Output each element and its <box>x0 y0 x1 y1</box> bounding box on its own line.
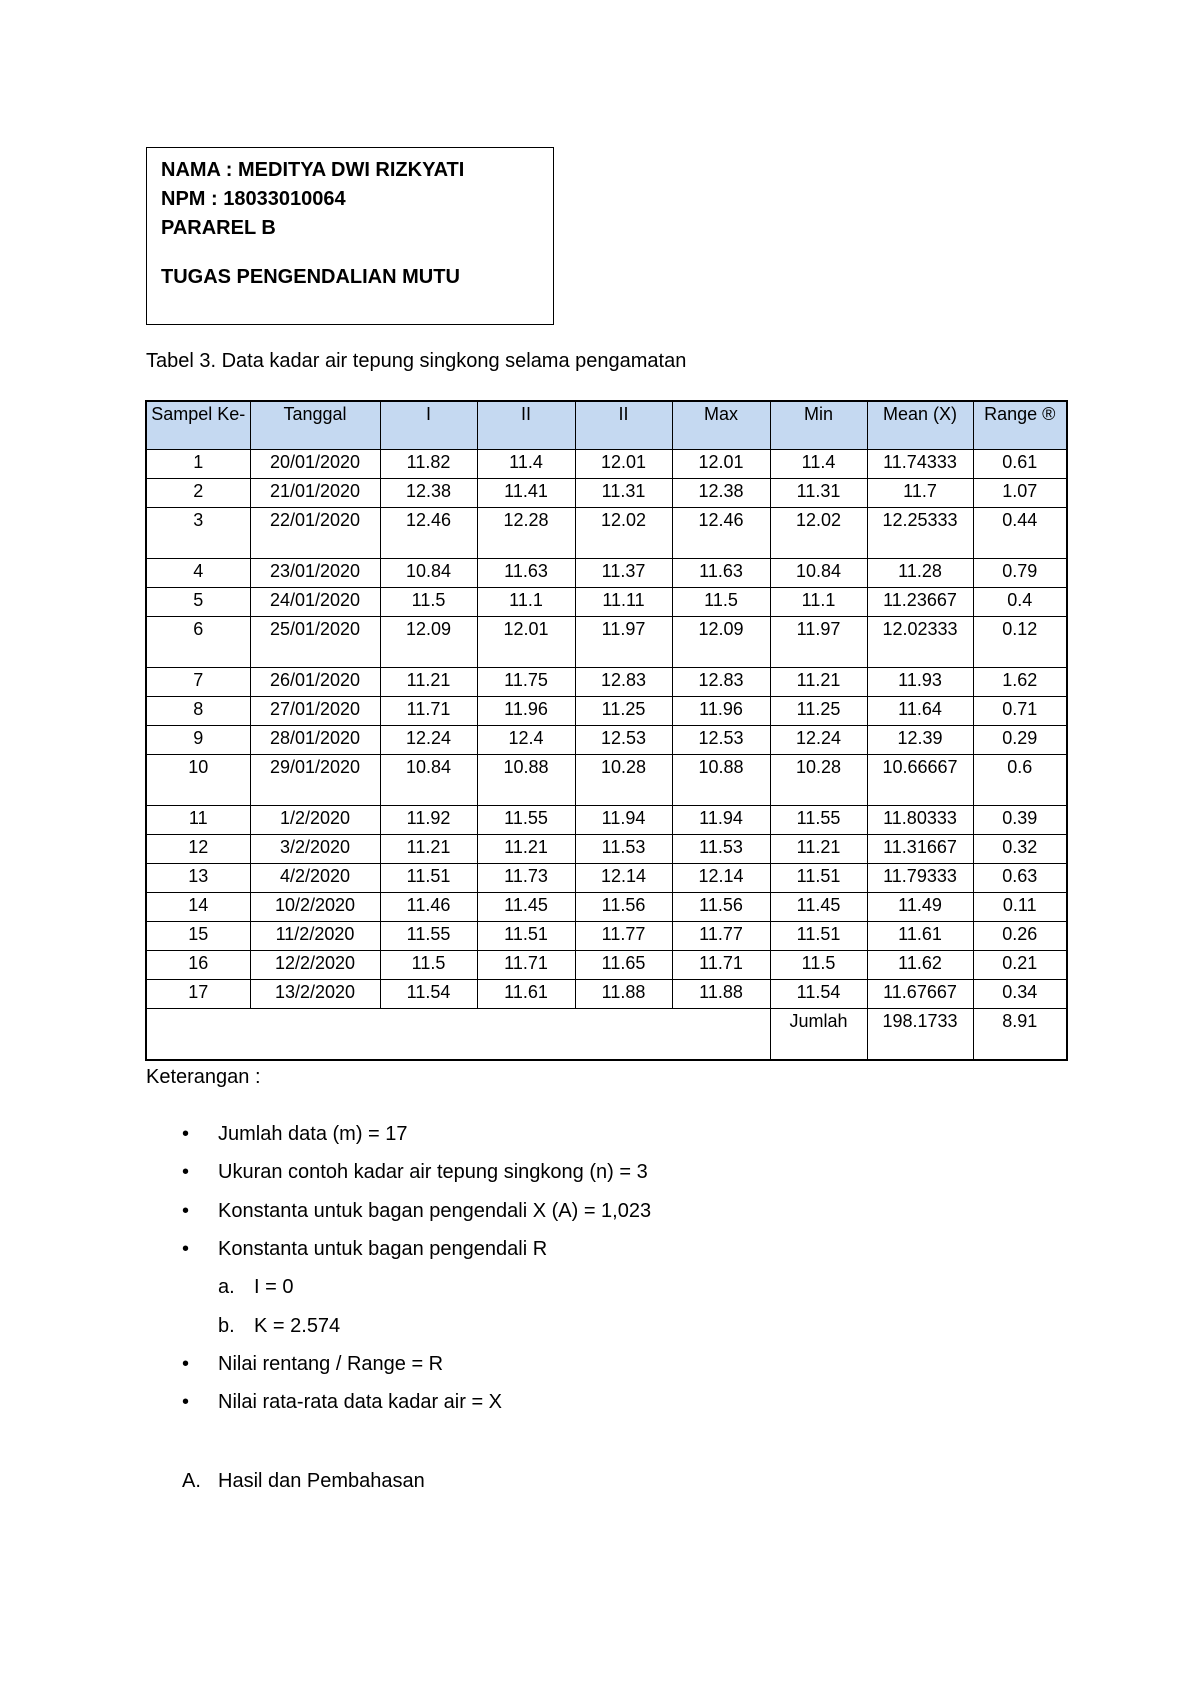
table-cell: 0.26 <box>973 922 1067 951</box>
table-cell: 11.31 <box>770 479 867 508</box>
table-cell: 3 <box>146 508 250 559</box>
table-row <box>146 697 1067 726</box>
note-text: Konstanta untuk bagan pengendali X (A) = 1,023 <box>218 1200 652 1222</box>
table-cell: 12.25333 <box>867 508 973 559</box>
table-cell: 8 <box>146 697 250 726</box>
table-cell: 12.02 <box>575 508 672 559</box>
header-range: Range ® <box>973 401 1067 450</box>
table-cell: 0.63 <box>973 864 1067 893</box>
table-cell: 22/01/2020 <box>250 508 380 559</box>
table-cell: 13/2/2020 <box>250 980 380 1009</box>
table-cell: 11.75 <box>477 668 575 697</box>
table-cell: 11.88 <box>672 980 770 1009</box>
table-cell: 11.73 <box>477 864 575 893</box>
table-cell: 3/2/2020 <box>250 835 380 864</box>
table-cell: 11.71 <box>380 697 477 726</box>
notes-title: Keterangan : <box>146 1066 261 1088</box>
table-cell: 11.51 <box>770 922 867 951</box>
table-cell: 11.31667 <box>867 835 973 864</box>
table-cell: 12.46 <box>672 508 770 559</box>
table-cell: 0.21 <box>973 951 1067 980</box>
table-cell: 27/01/2020 <box>250 697 380 726</box>
table-cell: 1 <box>146 450 250 479</box>
assignment-title: TUGAS PENGENDALIAN MUTU <box>161 266 460 288</box>
table-cell: 11.23667 <box>867 588 973 617</box>
table-cell: 11.45 <box>770 893 867 922</box>
sub-item-marker: b. <box>218 1315 235 1337</box>
table-cell: 12.09 <box>672 617 770 668</box>
note-text: Jumlah data (m) = 17 <box>218 1123 408 1145</box>
table-cell: 11.71 <box>477 951 575 980</box>
table-cell: 10 <box>146 755 250 806</box>
student-name: NAMA : MEDITYA DWI RIZKYATI <box>161 159 465 181</box>
table-cell: 11.79333 <box>867 864 973 893</box>
table-row <box>146 922 1067 951</box>
note-item <box>182 1238 547 1261</box>
table-cell: 12.28 <box>477 508 575 559</box>
table-cell: 10/2/2020 <box>250 893 380 922</box>
bullet-icon: • <box>182 1391 190 1413</box>
table-cell: 12.24 <box>770 726 867 755</box>
note-item <box>182 1123 408 1146</box>
table-cell: 12.83 <box>672 668 770 697</box>
table-cell: 10.88 <box>672 755 770 806</box>
class-parallel: PARAREL B <box>161 217 276 239</box>
table-cell: 11.92 <box>380 806 477 835</box>
table-cell: 11.96 <box>672 697 770 726</box>
table-cell: 26/01/2020 <box>250 668 380 697</box>
table-cell: 11.21 <box>770 835 867 864</box>
table-cell: 29/01/2020 <box>250 755 380 806</box>
table-row <box>146 835 1067 864</box>
section-marker: A. <box>182 1470 201 1492</box>
note-text: Nilai rentang / Range = R <box>218 1353 444 1375</box>
sub-item-text: K = 2.574 <box>254 1315 341 1337</box>
table-cell: 0.39 <box>973 806 1067 835</box>
table-cell: 11.7 <box>867 479 973 508</box>
note-item <box>182 1200 651 1223</box>
bullet-icon: • <box>182 1353 190 1375</box>
table-cell: 6 <box>146 617 250 668</box>
table-cell: 11.63 <box>672 559 770 588</box>
table-row <box>146 893 1067 922</box>
table-cell: 0.4 <box>973 588 1067 617</box>
table-cell: 11.77 <box>575 922 672 951</box>
table-cell: 0.12 <box>973 617 1067 668</box>
table-cell: 10.84 <box>380 559 477 588</box>
student-npm: NPM : 18033010064 <box>161 188 346 210</box>
total-range: 8.91 <box>973 1009 1067 1061</box>
table-cell: 12.02333 <box>867 617 973 668</box>
table-row <box>146 450 1067 479</box>
table-cell: 0.79 <box>973 559 1067 588</box>
table-row <box>146 951 1067 980</box>
table-cell: 11.55 <box>770 806 867 835</box>
table-cell: 11.62 <box>867 951 973 980</box>
header-mean: Mean (X) <box>867 401 973 450</box>
table-cell: 10.28 <box>575 755 672 806</box>
table-cell: 11/2/2020 <box>250 922 380 951</box>
table-cell: 11.61 <box>477 980 575 1009</box>
table-cell: 11.11 <box>575 588 672 617</box>
table-cell: 12.01 <box>477 617 575 668</box>
table-cell: 11.37 <box>575 559 672 588</box>
table-cell: 11.97 <box>575 617 672 668</box>
table-row <box>146 806 1067 835</box>
table-cell: 12.38 <box>672 479 770 508</box>
table-cell: 12.09 <box>380 617 477 668</box>
table-cell: 11.21 <box>477 835 575 864</box>
table-caption: Tabel 3. Data kadar air tepung singkong selama pengamatan <box>146 350 687 372</box>
table-cell: 11.74333 <box>867 450 973 479</box>
table-cell: 11.65 <box>575 951 672 980</box>
table-cell: 21/01/2020 <box>250 479 380 508</box>
table-cell: 11.56 <box>672 893 770 922</box>
table-cell: 11.4 <box>770 450 867 479</box>
table-cell: 11.46 <box>380 893 477 922</box>
table-cell: 25/01/2020 <box>250 617 380 668</box>
table-cell: 12.01 <box>672 450 770 479</box>
table-cell: 0.6 <box>973 755 1067 806</box>
table-cell: 11.1 <box>477 588 575 617</box>
table-row <box>146 479 1067 508</box>
table-cell: 12/2/2020 <box>250 951 380 980</box>
section-heading <box>182 1470 425 1493</box>
table-cell: 1/2/2020 <box>250 806 380 835</box>
table-cell: 20/01/2020 <box>250 450 380 479</box>
table-cell: 11.53 <box>575 835 672 864</box>
total-mean: 198.1733 <box>867 1009 973 1061</box>
table-cell: 12.24 <box>380 726 477 755</box>
sub-item-marker: a. <box>218 1276 235 1298</box>
table-row <box>146 755 1067 806</box>
table-cell: 11.93 <box>867 668 973 697</box>
table-cell: 11.21 <box>770 668 867 697</box>
table-cell: 1.07 <box>973 479 1067 508</box>
table-cell: 24/01/2020 <box>250 588 380 617</box>
table-cell: 11.5 <box>672 588 770 617</box>
table-cell: 12.02 <box>770 508 867 559</box>
table-cell: 11.94 <box>672 806 770 835</box>
table-cell: 11.96 <box>477 697 575 726</box>
table-cell: 12.39 <box>867 726 973 755</box>
table-cell: 23/01/2020 <box>250 559 380 588</box>
table-cell: 11.80333 <box>867 806 973 835</box>
table-cell: 11.53 <box>672 835 770 864</box>
table-cell: 11.94 <box>575 806 672 835</box>
table-cell: 12.14 <box>672 864 770 893</box>
moisture-data-table <box>145 400 1068 1061</box>
table-cell: 11.5 <box>380 951 477 980</box>
table-cell: 11.67667 <box>867 980 973 1009</box>
note-item <box>182 1161 648 1184</box>
table-cell: 12.46 <box>380 508 477 559</box>
note-sub-item <box>218 1315 340 1338</box>
table-cell: 11.5 <box>770 951 867 980</box>
table-row <box>146 668 1067 697</box>
student-info-box <box>146 147 554 325</box>
table-cell: 0.71 <box>973 697 1067 726</box>
table-cell: 10.66667 <box>867 755 973 806</box>
table-cell: 17 <box>146 980 250 1009</box>
header-rep-1: I <box>380 401 477 450</box>
note-text: Nilai rata-rata data kadar air = X <box>218 1391 503 1413</box>
bullet-icon: • <box>182 1238 190 1260</box>
table-cell: 11 <box>146 806 250 835</box>
header-date: Tanggal <box>250 401 380 450</box>
table-cell: 9 <box>146 726 250 755</box>
note-sub-item <box>218 1276 293 1299</box>
table-cell: 14 <box>146 893 250 922</box>
table-cell: 11.63 <box>477 559 575 588</box>
table-cell: 11.71 <box>672 951 770 980</box>
table-cell: 11.54 <box>380 980 477 1009</box>
bullet-icon: • <box>182 1200 190 1222</box>
table-row <box>146 980 1067 1009</box>
table-cell: 11.51 <box>770 864 867 893</box>
table-header-row <box>146 401 1067 450</box>
table-cell: 11.41 <box>477 479 575 508</box>
table-cell: 10.84 <box>380 755 477 806</box>
table-cell: 11.51 <box>380 864 477 893</box>
table-cell: 12.14 <box>575 864 672 893</box>
table-cell: 11.45 <box>477 893 575 922</box>
table-cell: 11.61 <box>867 922 973 951</box>
header-sample: Sampel Ke- <box>146 401 250 450</box>
note-item <box>182 1353 443 1376</box>
table-cell: 11.1 <box>770 588 867 617</box>
table-cell: 12.38 <box>380 479 477 508</box>
header-rep-3: II <box>575 401 672 450</box>
table-cell: 12.4 <box>477 726 575 755</box>
table-cell: 12.01 <box>575 450 672 479</box>
table-cell: 10.84 <box>770 559 867 588</box>
table-row <box>146 726 1067 755</box>
sub-item-text: I = 0 <box>254 1276 294 1298</box>
table-cell: 11.5 <box>380 588 477 617</box>
table-cell: 12.53 <box>575 726 672 755</box>
table-cell: 10.88 <box>477 755 575 806</box>
table-cell: 11.25 <box>770 697 867 726</box>
table-cell: 11.25 <box>575 697 672 726</box>
table-cell: 11.21 <box>380 668 477 697</box>
note-text: Ukuran contoh kadar air tepung singkong (n) = 3 <box>218 1161 648 1183</box>
table-cell: 11.49 <box>867 893 973 922</box>
bullet-icon: • <box>182 1161 190 1183</box>
table-cell: 10.28 <box>770 755 867 806</box>
section-title: Hasil dan Pembahasan <box>218 1470 425 1492</box>
table-row <box>146 864 1067 893</box>
table-cell: 5 <box>146 588 250 617</box>
table-cell: 11.21 <box>380 835 477 864</box>
table-cell: 11.88 <box>575 980 672 1009</box>
table-cell: 0.34 <box>973 980 1067 1009</box>
table-row <box>146 617 1067 668</box>
table-cell: 11.31 <box>575 479 672 508</box>
table-cell: 0.11 <box>973 893 1067 922</box>
table-cell: 11.97 <box>770 617 867 668</box>
header-rep-2: II <box>477 401 575 450</box>
table-row <box>146 588 1067 617</box>
table-cell: 11.28 <box>867 559 973 588</box>
table-cell: 11.64 <box>867 697 973 726</box>
note-item <box>182 1391 502 1414</box>
table-cell: 4/2/2020 <box>250 864 380 893</box>
table-cell: 4 <box>146 559 250 588</box>
header-min: Min <box>770 401 867 450</box>
table-cell: 11.56 <box>575 893 672 922</box>
table-cell: 16 <box>146 951 250 980</box>
table-cell: 15 <box>146 922 250 951</box>
note-text: Konstanta untuk bagan pengendali R <box>218 1238 548 1260</box>
total-label: Jumlah <box>770 1009 867 1061</box>
table-cell: 12.53 <box>672 726 770 755</box>
table-cell: 0.44 <box>973 508 1067 559</box>
table-cell: 28/01/2020 <box>250 726 380 755</box>
table-cell: 11.55 <box>380 922 477 951</box>
table-cell: 11.54 <box>770 980 867 1009</box>
table-cell: 13 <box>146 864 250 893</box>
table-cell: 12.83 <box>575 668 672 697</box>
table-row <box>146 508 1067 559</box>
table-cell: 0.32 <box>973 835 1067 864</box>
table-cell: 11.51 <box>477 922 575 951</box>
total-blank-cell <box>146 1009 770 1061</box>
bullet-icon: • <box>182 1123 190 1145</box>
table-row <box>146 559 1067 588</box>
table-cell: 11.55 <box>477 806 575 835</box>
table-cell: 0.61 <box>973 450 1067 479</box>
table-cell: 12 <box>146 835 250 864</box>
total-row <box>146 1009 1067 1061</box>
table-cell: 11.4 <box>477 450 575 479</box>
table-cell: 11.77 <box>672 922 770 951</box>
table-cell: 2 <box>146 479 250 508</box>
table-cell: 7 <box>146 668 250 697</box>
table-cell: 1.62 <box>973 668 1067 697</box>
table-cell: 0.29 <box>973 726 1067 755</box>
header-max: Max <box>672 401 770 450</box>
table-cell: 11.82 <box>380 450 477 479</box>
